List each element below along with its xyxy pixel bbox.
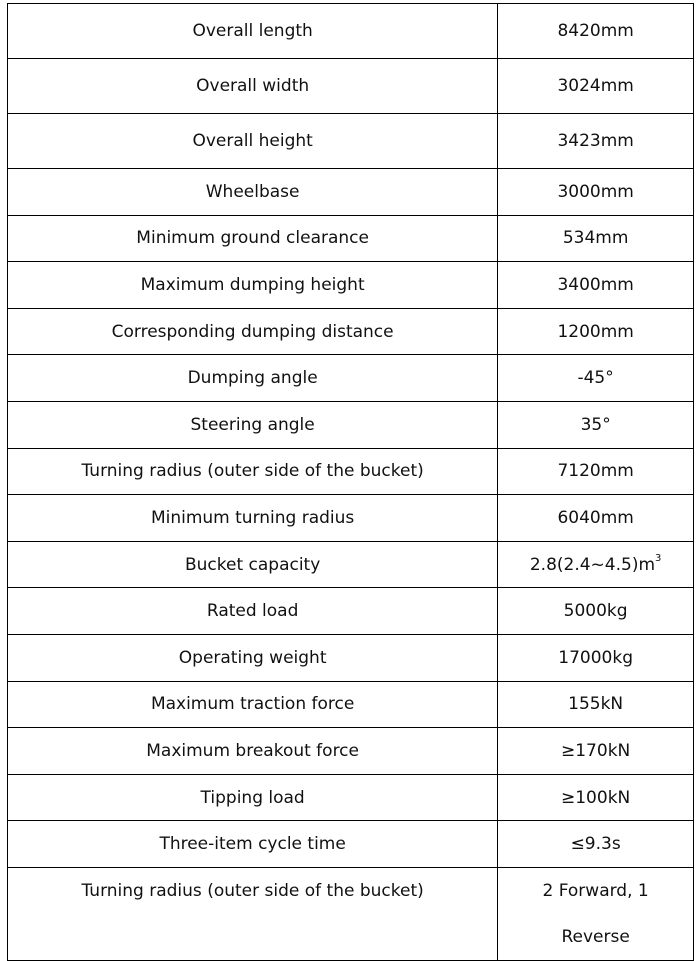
table-row: [8, 774, 694, 821]
spec-label: Maximum dumping height: [8, 262, 498, 309]
table-row: [8, 114, 694, 169]
spec-label: Dumping angle: [8, 355, 498, 402]
spec-label: Tipping load: [8, 774, 498, 821]
spec-label: Minimum ground clearance: [8, 215, 498, 262]
spec-label: Maximum breakout force: [8, 728, 498, 775]
table-row: [8, 215, 694, 262]
specification-table: [7, 3, 694, 961]
table-row: [8, 169, 694, 216]
spec-value: [498, 867, 694, 960]
table-row: [8, 59, 694, 114]
table-row: [8, 541, 694, 588]
table-row: [8, 308, 694, 355]
spec-value-base: 2.8(2.4~4.5)m: [529, 554, 656, 575]
spec-value: 155kN: [498, 681, 694, 728]
spec-label: Steering angle: [8, 401, 498, 448]
table-row: [8, 448, 694, 495]
spec-label: Corresponding dumping distance: [8, 308, 498, 355]
table-row: [8, 495, 694, 542]
table-row: [8, 634, 694, 681]
spec-label: Overall width: [8, 59, 498, 114]
spec-value: 3400mm: [498, 262, 694, 309]
spec-value: 6040mm: [498, 495, 694, 542]
spec-value: ≥100kN: [498, 774, 694, 821]
spec-label: Maximum traction force: [8, 681, 498, 728]
spec-label: Minimum turning radius: [8, 495, 498, 542]
spec-value: ≥170kN: [498, 728, 694, 775]
spec-label: Rated load: [8, 588, 498, 635]
spec-label: Turning radius (outer side of the bucket): [8, 448, 498, 495]
table-row: [8, 867, 694, 960]
table-row: [8, 588, 694, 635]
spec-value: 3024mm: [498, 59, 694, 114]
table-row: [8, 355, 694, 402]
spec-value-superscript: 3: [655, 552, 662, 564]
spec-value: 17000kg: [498, 634, 694, 681]
spec-value-line: Reverse: [561, 926, 630, 947]
spec-label: Overall height: [8, 114, 498, 169]
spec-value: 5000kg: [498, 588, 694, 635]
table-row: [8, 4, 694, 59]
spec-value: -45°: [498, 355, 694, 402]
spec-value: 7120mm: [498, 448, 694, 495]
spec-value: 3423mm: [498, 114, 694, 169]
table-row: [8, 401, 694, 448]
table-row: [8, 728, 694, 775]
spec-value: 1200mm: [498, 308, 694, 355]
spec-value: 8420mm: [498, 4, 694, 59]
spec-label: Turning radius (outer side of the bucket): [8, 867, 498, 960]
spec-value: [498, 541, 694, 588]
spec-value: 3000mm: [498, 169, 694, 216]
spec-label: Operating weight: [8, 634, 498, 681]
spec-label: Three-item cycle time: [8, 821, 498, 868]
spec-label: Wheelbase: [8, 169, 498, 216]
spec-value: ≤9.3s: [498, 821, 694, 868]
spec-value: 35°: [498, 401, 694, 448]
spec-value-line: 2 Forward, 1: [542, 880, 649, 901]
table-row: [8, 262, 694, 309]
spec-label: Bucket capacity: [8, 541, 498, 588]
spec-value: 534mm: [498, 215, 694, 262]
table-row: [8, 821, 694, 868]
spec-label: Overall length: [8, 4, 498, 59]
table-row: [8, 681, 694, 728]
